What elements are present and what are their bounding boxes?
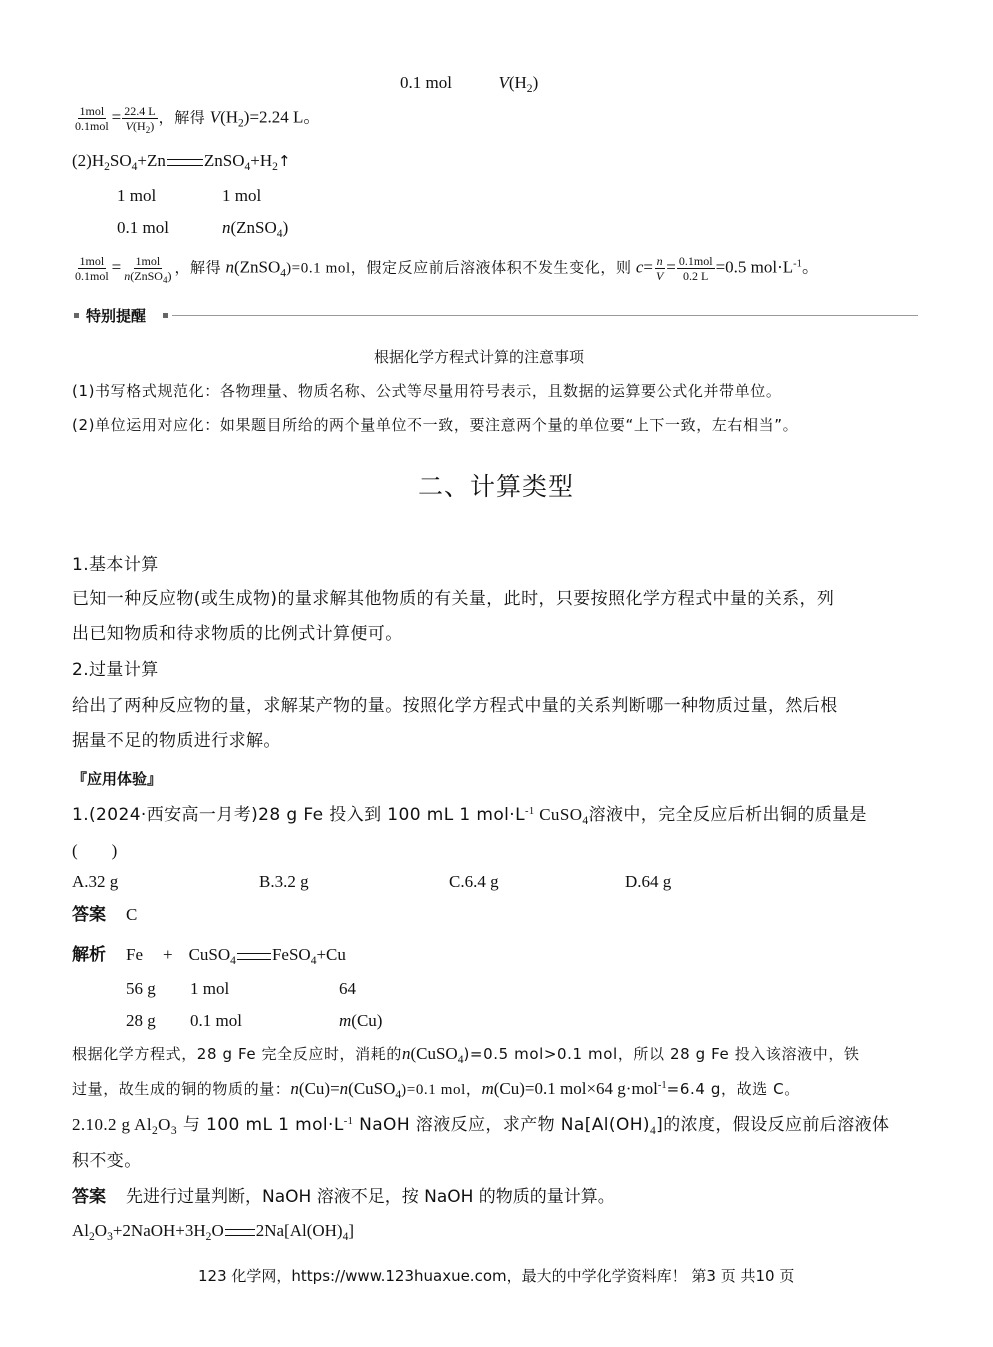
option-d: D.64 g (625, 872, 672, 891)
equals-sign (167, 159, 203, 166)
fraction-volume-ratio: $\frac{22.4 L}{V(H_2)}$ (124, 104, 156, 136)
fraction-c: $\frac{\text{0.1mol}}{0.2 L}$ (678, 254, 713, 283)
tip-title: 根据化学方程式计算的注意事项 (374, 348, 585, 366)
analysis-row-2a: 28 g (126, 1011, 156, 1030)
fraction-a: $\frac{\text{1mol}}{\text{0.1mol}}$ (75, 254, 109, 283)
gas-arrow-icon: ↑ (277, 152, 291, 170)
analysis-row-1b: 1 mol (190, 979, 230, 998)
basic-calc-paragraph-2: 出已知物质和待求物质的比例式计算便可。 (72, 624, 403, 644)
answer-equation-2: $Al_2O_3+2NaOH+3H_2O$ $2Na[Al(OH)_4]$ (72, 1221, 355, 1244)
page-footer: 123 化学网，https://www.123huaxue.com，最大的中学化学资料库！ 第3 页 共10 页 (198, 1267, 795, 1285)
proportion-equation-h2: $\frac{\text{1mol}}{\text{0.1mol}}$ = $\frac{22.4 L}{V(H_2)}$ ，解得 $V(H_2)=2.24$ L。 (75, 104, 321, 136)
fraction-mol-ratio: $\frac{\text{1mol}}{\text{0.1mol}}$ (75, 104, 109, 133)
fraction-n-v: $\frac{n}{V}$ (655, 254, 664, 283)
answer-text-2: 先进行过量判断，NaOH 溶液不足，按 NaOH 的物质的量计算。 (126, 1187, 615, 1207)
analysis-label: 解析 (72, 945, 106, 965)
analysis-paragraph-1: 根据化学方程式，28 g Fe 完全反应时，消耗的n(CuSO$_4$)=0.5 mol>0.1 mol，所以 28 g Fe 投入该溶液中，铁 (72, 1044, 860, 1067)
question-2-line-2: 积不变。 (72, 1151, 142, 1171)
analysis-row-1a: 56 g (126, 979, 156, 998)
bullet-square-icon (74, 313, 79, 318)
question-2-text: 2.10.2 g $Al_2O_3$ 与 100 mL 1 $mol\cdot L^{-1}$ NaOH 溶液反应，求产物 $Na[Al(OH)_4]$的浓度，假设反应前后溶液体 (72, 1115, 890, 1138)
bullet-square-icon-2 (163, 313, 168, 318)
analysis-row-2c: m(Cu) (339, 1011, 383, 1030)
option-b: B.3.2 g (259, 872, 309, 891)
basic-calc-title: 1.基本计算 (72, 555, 159, 575)
answer-label-2: 答案 (72, 1187, 106, 1207)
equals-sign-2 (237, 953, 271, 960)
proportion-equation-znso4: $\frac{\text{1mol}}{\text{0.1mol}}$ = $\frac{\text{1mol}}{n(ZnSO_4)}$ ，解得 n(ZnSO$_4$)=0.1 mol，假定反应前后溶液体积不发生变化，则 c= $\frac{n}{V}$ = $\frac{\text{0.1mol}}{0.2 L}$ =0.5 $mol\cdot L^{-1}$。 (75, 254, 819, 286)
tip-item-2: (2)单位运用对应化：如果题目所给的两个量单位不一致，要注意两个量的单位要“上下一致，左右相当”。 (72, 416, 799, 434)
tip-label: 特别提醒 (86, 307, 147, 325)
excess-calc-title: 2.过量计算 (72, 660, 159, 680)
fraction-b: $\frac{\text{1mol}}{n(ZnSO_4)}$ (124, 254, 172, 286)
option-c: C.6.4 g (449, 872, 499, 891)
calc-row-values: 0.1 mol $V(H_2)$ (400, 73, 539, 96)
divider-line (172, 315, 918, 316)
calc-row-2: 0.1 mol (117, 218, 169, 237)
question-1-blank: ( ) (72, 841, 118, 860)
excess-calc-paragraph-1: 给出了两种反应物的量，求解某产物的量。按照化学方程式中量的关系判断哪一种物质过量，然后根 (72, 696, 838, 716)
tip-item-1: (1)书写格式规范化：各物理量、物质名称、公式等尽量用符号表示，且数据的运算要公式化并带单位。 (72, 382, 782, 400)
apply-label: 『应用体验』 (72, 770, 163, 788)
analysis-row-1c: 64 (339, 979, 356, 998)
option-a: A.32 g (72, 872, 119, 891)
section-title: 二、计算类型 (418, 472, 575, 501)
excess-calc-paragraph-2: 据量不足的物质进行求解。 (72, 731, 281, 751)
question-1-text: 1.(2024·西安高一月考)28 g Fe 投入到 100 mL 1 $mol\cdot L^{-1}$ CuSO$_4$溶液中，完全反应后析出铜的质量是 (72, 805, 867, 828)
calc-row-2b: n(ZnSO$_4$) (222, 218, 289, 241)
value-0.1mol: 0.1 mol (400, 73, 452, 92)
analysis-equation: Fe + CuSO$_4$ FeSO$_4$+Cu (126, 945, 346, 968)
answer-value: C (126, 905, 138, 924)
calc-row-1b: 1 mol (222, 186, 262, 205)
value-vh2: (H (508, 73, 527, 92)
equals-sign-3 (225, 1229, 255, 1236)
analysis-row-2b: 0.1 mol (190, 1011, 242, 1030)
answer-label: 答案 (72, 905, 106, 925)
analysis-paragraph-2: 过量，故生成的铜的物质的量：n(Cu)=n(CuSO$_4$)=0.1 mol，m(Cu)=0.1 mol×64 g·mol$^{-1}$=6.4 g，故选 C。 (72, 1079, 800, 1102)
chemical-equation-zn: $(2)H_2SO_4+Zn$ $ZnSO_4+H_2↑$ (72, 151, 291, 174)
basic-calc-paragraph-1: 已知一种反应物(或生成物)的量求解其他物质的有关量，此时，只要按照化学方程式中量的关系，列 (72, 589, 835, 609)
calc-row-1: 1 mol (117, 186, 157, 205)
